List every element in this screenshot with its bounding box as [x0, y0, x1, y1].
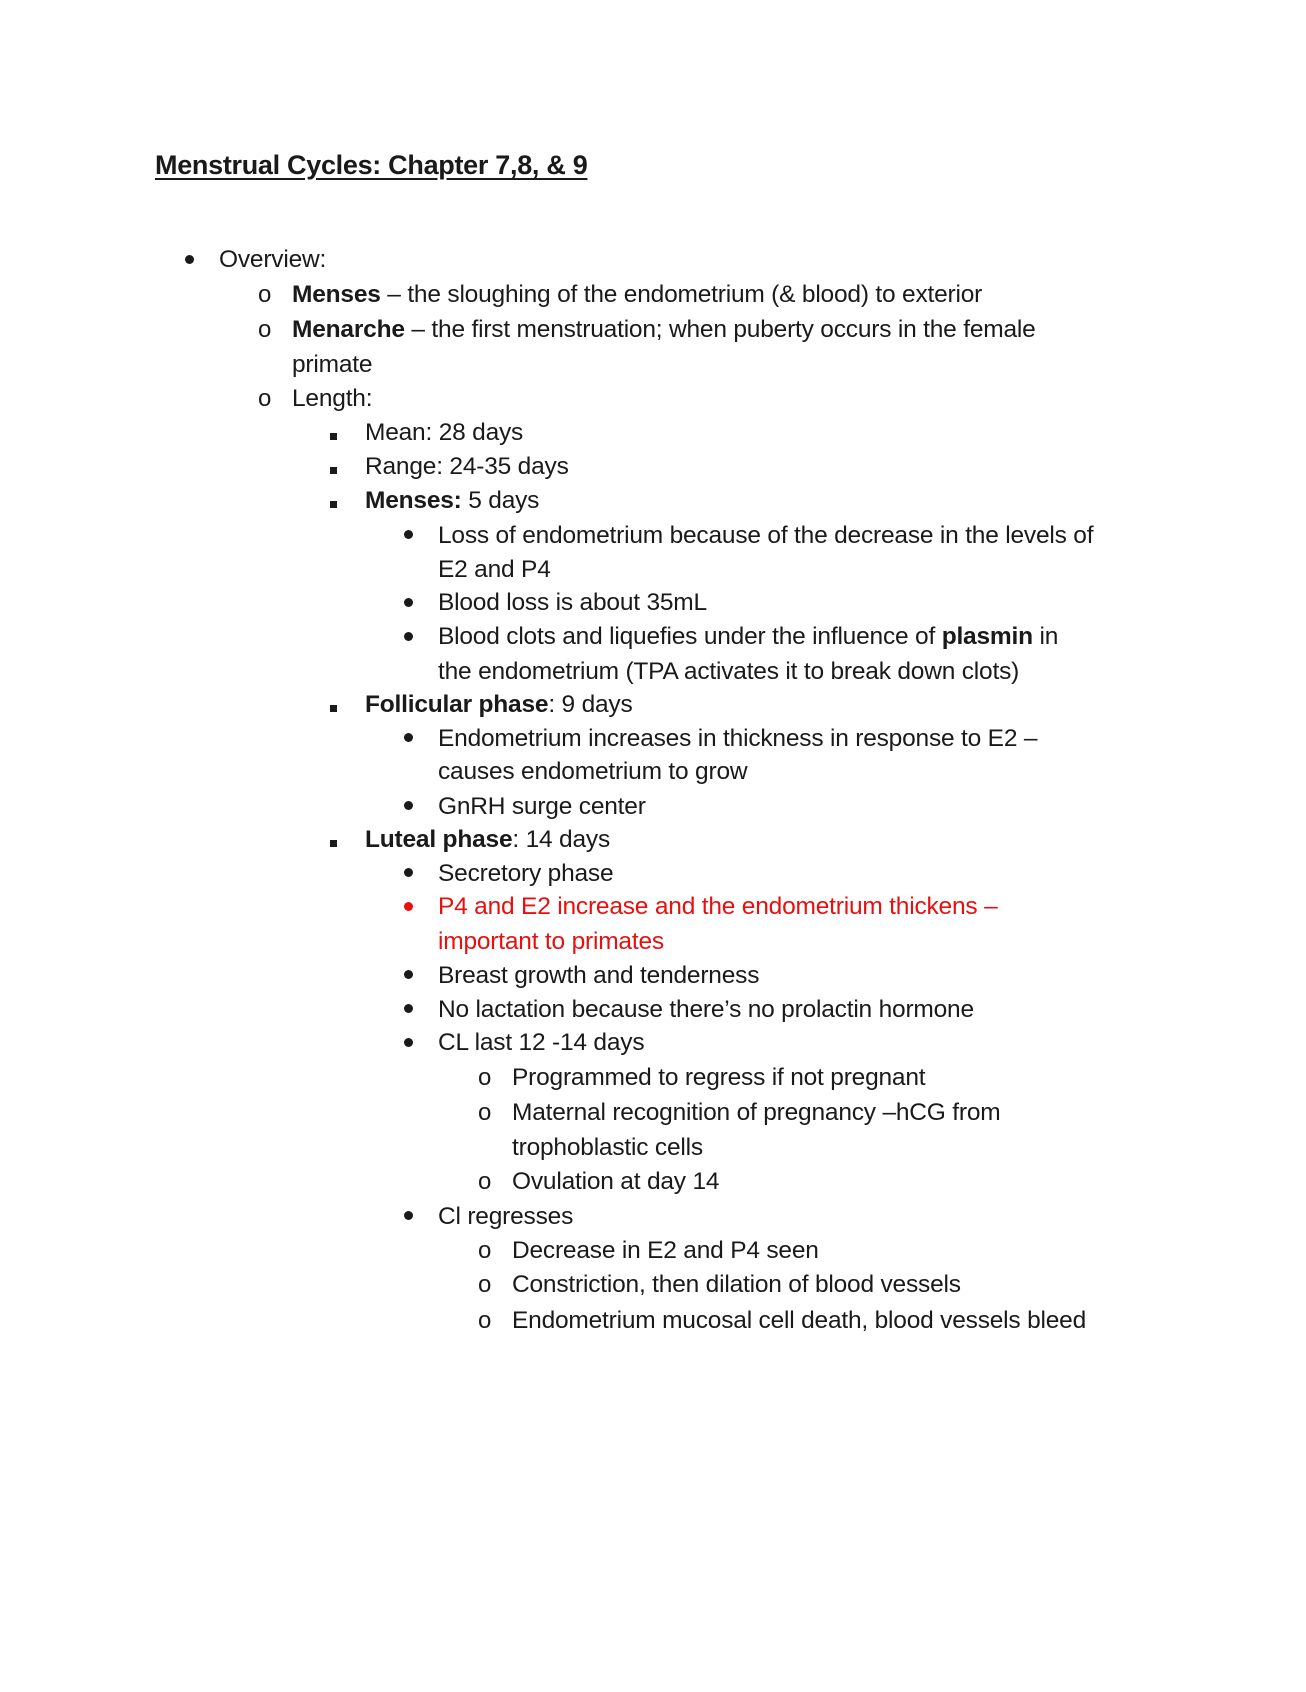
bullet-square-icon [330, 501, 337, 508]
regress-sub-1: Decrease in E2 and P4 seen [512, 1237, 819, 1264]
menses-bullet-2: Blood loss is about 35mL [438, 589, 707, 616]
follicular-bullet-2: GnRH surge center [438, 793, 646, 820]
regress-sub-3: Endometrium mucosal cell death, blood vessels bleed [512, 1307, 1087, 1334]
menses-bullet-3 [438, 622, 1058, 652]
bullet-dot-icon [185, 255, 194, 264]
follicular-term: Follicular phase [365, 691, 549, 718]
menses-phase-value: 5 days [461, 487, 540, 514]
bullet-circle-icon: o [478, 1099, 492, 1126]
bullet-circle-icon: o [478, 1168, 492, 1195]
bullet-circle-icon: o [258, 385, 272, 412]
luteal-bullet-2-highlight-cont: important to primates [438, 928, 664, 955]
bullet-circle-icon: o [478, 1064, 492, 1091]
bullet-dot-icon [404, 868, 413, 877]
menses-term: Menses [292, 281, 381, 308]
bullet-dot-icon [404, 1211, 413, 1220]
menses-bullet-3-post: in [1032, 623, 1059, 650]
overview-heading: Overview: [219, 246, 327, 273]
bullet-circle-icon: o [258, 281, 272, 308]
bullet-square-icon [330, 433, 337, 440]
luteal-bullet-6: Cl regresses [438, 1203, 574, 1230]
menarche-definition: – the first menstruation; when puberty occurs in the female [404, 316, 1036, 343]
cl-sub-2: Maternal recognition of pregnancy –hCG from [512, 1099, 1001, 1126]
bullet-dot-icon [404, 733, 413, 742]
menses-item [292, 280, 982, 310]
range-item: Range: 24-35 days [365, 453, 569, 480]
luteal-bullet-5: CL last 12 -14 days [438, 1029, 645, 1056]
bullet-dot-icon [404, 598, 413, 607]
menarche-item [292, 315, 1036, 345]
menses-bullet-3-pre: Blood clots and liquefies under the influence of [438, 623, 942, 650]
cl-sub-2-cont: trophoblastic cells [512, 1134, 703, 1161]
follicular-item [365, 690, 633, 720]
follicular-value: : 9 days [548, 691, 633, 718]
menses-bullet-3-cont: the endometrium (TPA activates it to break down clots) [438, 658, 1020, 685]
follicular-bullet-1-cont: causes endometrium to grow [438, 758, 748, 785]
menarche-definition-cont: primate [292, 351, 373, 378]
mean-item: Mean: 28 days [365, 419, 524, 446]
bullet-square-icon [330, 840, 337, 847]
document-title: Menstrual Cycles: Chapter 7,8, & 9 [155, 150, 588, 180]
luteal-term: Luteal phase [365, 826, 513, 853]
bullet-circle-icon: o [478, 1271, 492, 1298]
luteal-bullet-2-highlight: P4 and E2 increase and the endometrium thickens – [438, 893, 998, 920]
bullet-dot-icon [404, 902, 413, 911]
luteal-item [365, 825, 610, 855]
cl-sub-3: Ovulation at day 14 [512, 1168, 720, 1195]
luteal-bullet-1: Secretory phase [438, 860, 614, 887]
bullet-square-icon [330, 705, 337, 712]
bullet-circle-icon: o [478, 1237, 492, 1264]
regress-sub-2: Constriction, then dilation of blood vessels [512, 1271, 961, 1298]
menarche-term: Menarche [292, 316, 405, 343]
bullet-circle-icon: o [478, 1307, 492, 1334]
menses-bullet-1-cont: E2 and P4 [438, 556, 551, 583]
cl-sub-1: Programmed to regress if not pregnant [512, 1064, 926, 1091]
plasmin-term: plasmin [941, 623, 1033, 650]
bullet-dot-icon [404, 970, 413, 979]
bullet-dot-icon [404, 801, 413, 810]
bullet-square-icon [330, 467, 337, 474]
length-heading: Length: [292, 385, 373, 412]
bullet-dot-icon [404, 530, 413, 539]
menses-definition: – the sloughing of the endometrium (& blood) to exterior [380, 281, 983, 308]
menses-bullet-1: Loss of endometrium because of the decrease in the levels of [438, 522, 1094, 549]
bullet-circle-icon: o [258, 316, 272, 343]
menses-phase-item [365, 486, 539, 516]
luteal-bullet-4: No lactation because there’s no prolactin hormone [438, 996, 974, 1023]
luteal-value: : 14 days [512, 826, 610, 853]
bullet-dot-icon [404, 1038, 413, 1047]
bullet-dot-icon [404, 1004, 413, 1013]
menses-phase-term: Menses: [365, 487, 462, 514]
luteal-bullet-3: Breast growth and tenderness [438, 962, 760, 989]
bullet-dot-icon [404, 632, 413, 641]
follicular-bullet-1: Endometrium increases in thickness in response to E2 – [438, 725, 1038, 752]
